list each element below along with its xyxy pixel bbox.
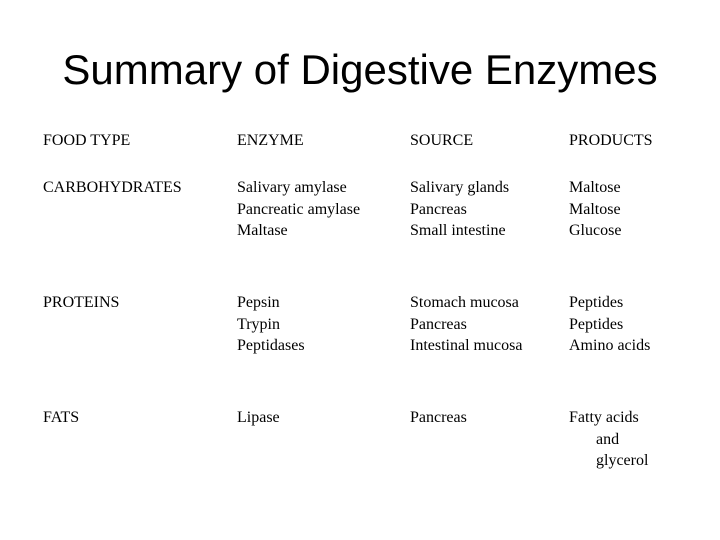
product-name: Maltose [569,179,621,196]
product-name: Fatty acids [569,409,639,426]
product-name: Maltose [569,200,621,218]
header-products: PRODUCTS [569,132,653,149]
source-name: Stomach mucosa [410,294,519,311]
products-cell [569,292,683,407]
product-name: glycerol [596,452,649,469]
source-name: Salivary glands [410,179,510,196]
source-name: Pancreas [410,315,467,333]
enzyme-name: Pancreatic amylase [237,200,361,218]
product-name: and [596,430,620,448]
enzyme-name: Salivary amylase [237,179,347,196]
source-name: Intestinal mucosa [410,337,523,354]
enzyme-name: Peptidases [237,337,305,354]
food-type-label: PROTEINS [43,294,120,311]
table-header-row [43,130,683,177]
food-type-cell [43,407,237,522]
source-name: Pancreas [410,200,467,218]
source-cell [410,292,569,407]
enzyme-name: Lipase [237,409,280,426]
product-name: Peptides [569,315,624,333]
product-name: Amino acids [569,337,651,354]
enzyme-name: Pepsin [237,294,280,311]
enzyme-name: Maltase [237,222,288,239]
product-name: Peptides [569,294,624,311]
products-cell [569,177,683,292]
source-cell [410,177,569,292]
table-row [43,407,683,522]
source-name: Pancreas [410,409,467,426]
enzyme-table [43,130,683,522]
food-type-label: CARBOHYDRATES [43,179,182,196]
products-cell [569,407,683,522]
header-enzyme: ENZYME [237,132,304,149]
header-food-type: FOOD TYPE [43,132,131,149]
table-row [43,177,683,292]
food-type-label: FATS [43,409,80,426]
product-name: Glucose [569,222,622,239]
table-row [43,292,683,407]
header-source: SOURCE [410,132,474,149]
enzyme-cell [237,407,410,522]
enzyme-name: Trypin [237,315,280,333]
food-type-cell [43,292,237,407]
slide-title: Summary of Digestive Enzymes [62,46,658,93]
enzyme-cell [237,177,410,292]
enzyme-cell [237,292,410,407]
food-type-cell [43,177,237,292]
source-name: Small intestine [410,222,506,239]
source-cell [410,407,569,522]
